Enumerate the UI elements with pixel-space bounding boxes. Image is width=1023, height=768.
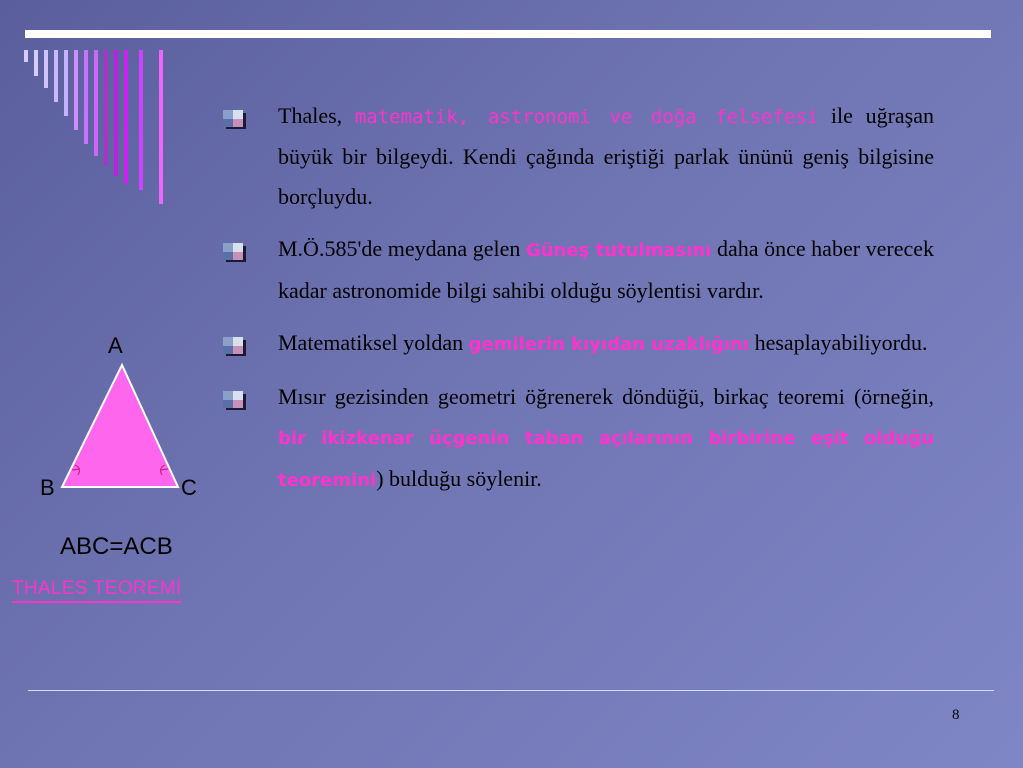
square-bullet-icon	[222, 242, 248, 264]
vertex-label-a: A	[108, 333, 123, 358]
bullet-item	[222, 229, 934, 311]
vertex-label-c: C	[181, 475, 197, 500]
bottom-rule	[28, 690, 994, 691]
bullet-item	[222, 377, 934, 501]
square-bullet-icon	[222, 390, 248, 412]
decorative-bars	[0, 0, 200, 220]
slide-number: 8	[952, 707, 960, 723]
bullet-text: Mısır gezisinden geometri öğrenerek döndüğü, birkaç teoremi (örneğin, bir ikizkenar üçgenin taban açılarının birbirine eşit olduğu teoremini) bulduğu söylenir.	[278, 384, 934, 491]
highlighted-phrase: matematik, astronomi ve doğa felsefesi	[354, 106, 819, 128]
highlighted-phrase: gemilerin kıyıdan uzaklığını	[468, 334, 750, 355]
bullet-item	[222, 96, 934, 217]
square-bullet-icon	[222, 336, 248, 358]
angle-equality-formula: ABC=ACB	[60, 533, 173, 560]
theorem-label: THALES TEOREMİ	[12, 578, 182, 603]
vertex-label-b: B	[40, 475, 55, 500]
bullet-list	[222, 96, 934, 513]
bullet-text: Thales, matematik, astronomi ve doğa felsefesi ile uğraşan büyük bir bilgeydi. Kendi çağında eriştiği parlak ününü geniş bilgisine borçluydu.	[278, 103, 934, 209]
highlighted-phrase: Güneş tutulmasını	[525, 240, 712, 261]
square-bullet-icon	[222, 109, 248, 131]
highlighted-phrase: bir ikizkenar üçgenin taban açılarının birbirine eşit olduğu teoremini	[278, 428, 934, 491]
bullet-text: Matematiksel yoldan gemilerin kıyıdan uzaklığını hesaplayabiliyordu.	[278, 330, 928, 355]
bullet-text: M.Ö.585'de meydana gelen Güneş tutulmasını daha önce haber verecek kadar astronomide bilgi sahibi olduğu söylentisi vardır.	[278, 236, 934, 303]
bullet-item	[222, 323, 934, 365]
